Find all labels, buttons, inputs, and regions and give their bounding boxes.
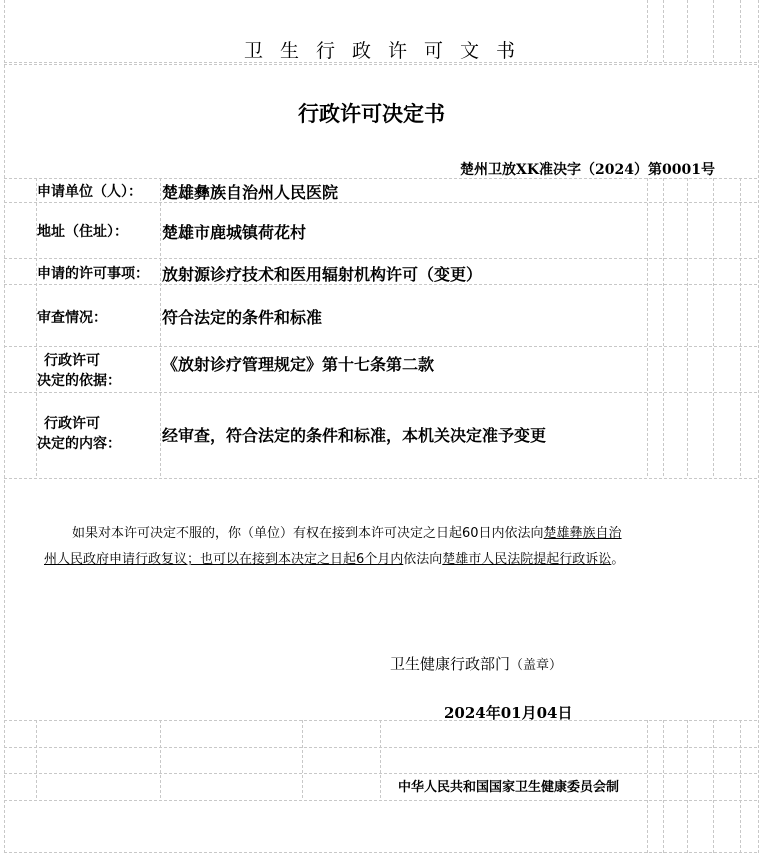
content-label-line1: 行政许可 [44,416,100,432]
applicant-label: 申请单位（人）： [37,184,142,200]
license-item-label: 申请的许可事项： [37,266,149,282]
document-date: 2024年01月04日 [444,704,573,722]
review-value: 符合法定的条件和标准 [162,308,323,327]
notice-text: 如果对本许可决定不服的，你（单位）有权在接到本许可决定之日起60日内依法向 [72,526,544,541]
basis-label-line2: 决定的依据： [37,373,121,389]
applicant-value: 楚雄彝族自治州人民医院 [162,183,339,202]
document-number: 楚州卫放XK准决字（2024）第0001号 [460,162,715,178]
basis-label-line1: 行政许可 [44,353,100,369]
seal-note: （盖章） [510,658,563,673]
notice-line-2 [44,548,624,567]
content-value: 经审查，符合法定的条件和标准，本机关决定准予变更 [162,426,547,445]
basis-value: 《放射诊疗管理规定》第十七条第二款 [162,355,435,374]
notice-government: 楚雄彝族自治 [543,526,622,541]
document-header: 卫生行政许可文书 [244,40,533,62]
notice-court: 楚雄市人民法院提起行政诉讼 [442,552,612,567]
notice-text: 依法向 [403,552,443,567]
address-label: 地址（住址）： [37,224,128,240]
notice-line-1 [72,522,622,541]
content-label-line2: 决定的内容： [37,436,121,452]
license-item-value: 放射源诊疗技术和医用辐射机构许可（变更） [162,265,483,284]
notice-review-term: 州人民政府申请行政复议；也可以在接到本决定之日起6个月内 [44,552,404,567]
document-title: 行政许可决定书 [298,101,445,126]
review-label: 审查情况： [37,310,107,326]
issuer-footer: 中华人民共和国国家卫生健康委员会制 [398,780,620,795]
signature-department: 卫生健康行政部门 [390,655,511,673]
notice-text: 。 [611,552,625,567]
address-value: 楚雄市鹿城镇荷花村 [162,223,307,242]
signature-block [390,653,562,674]
